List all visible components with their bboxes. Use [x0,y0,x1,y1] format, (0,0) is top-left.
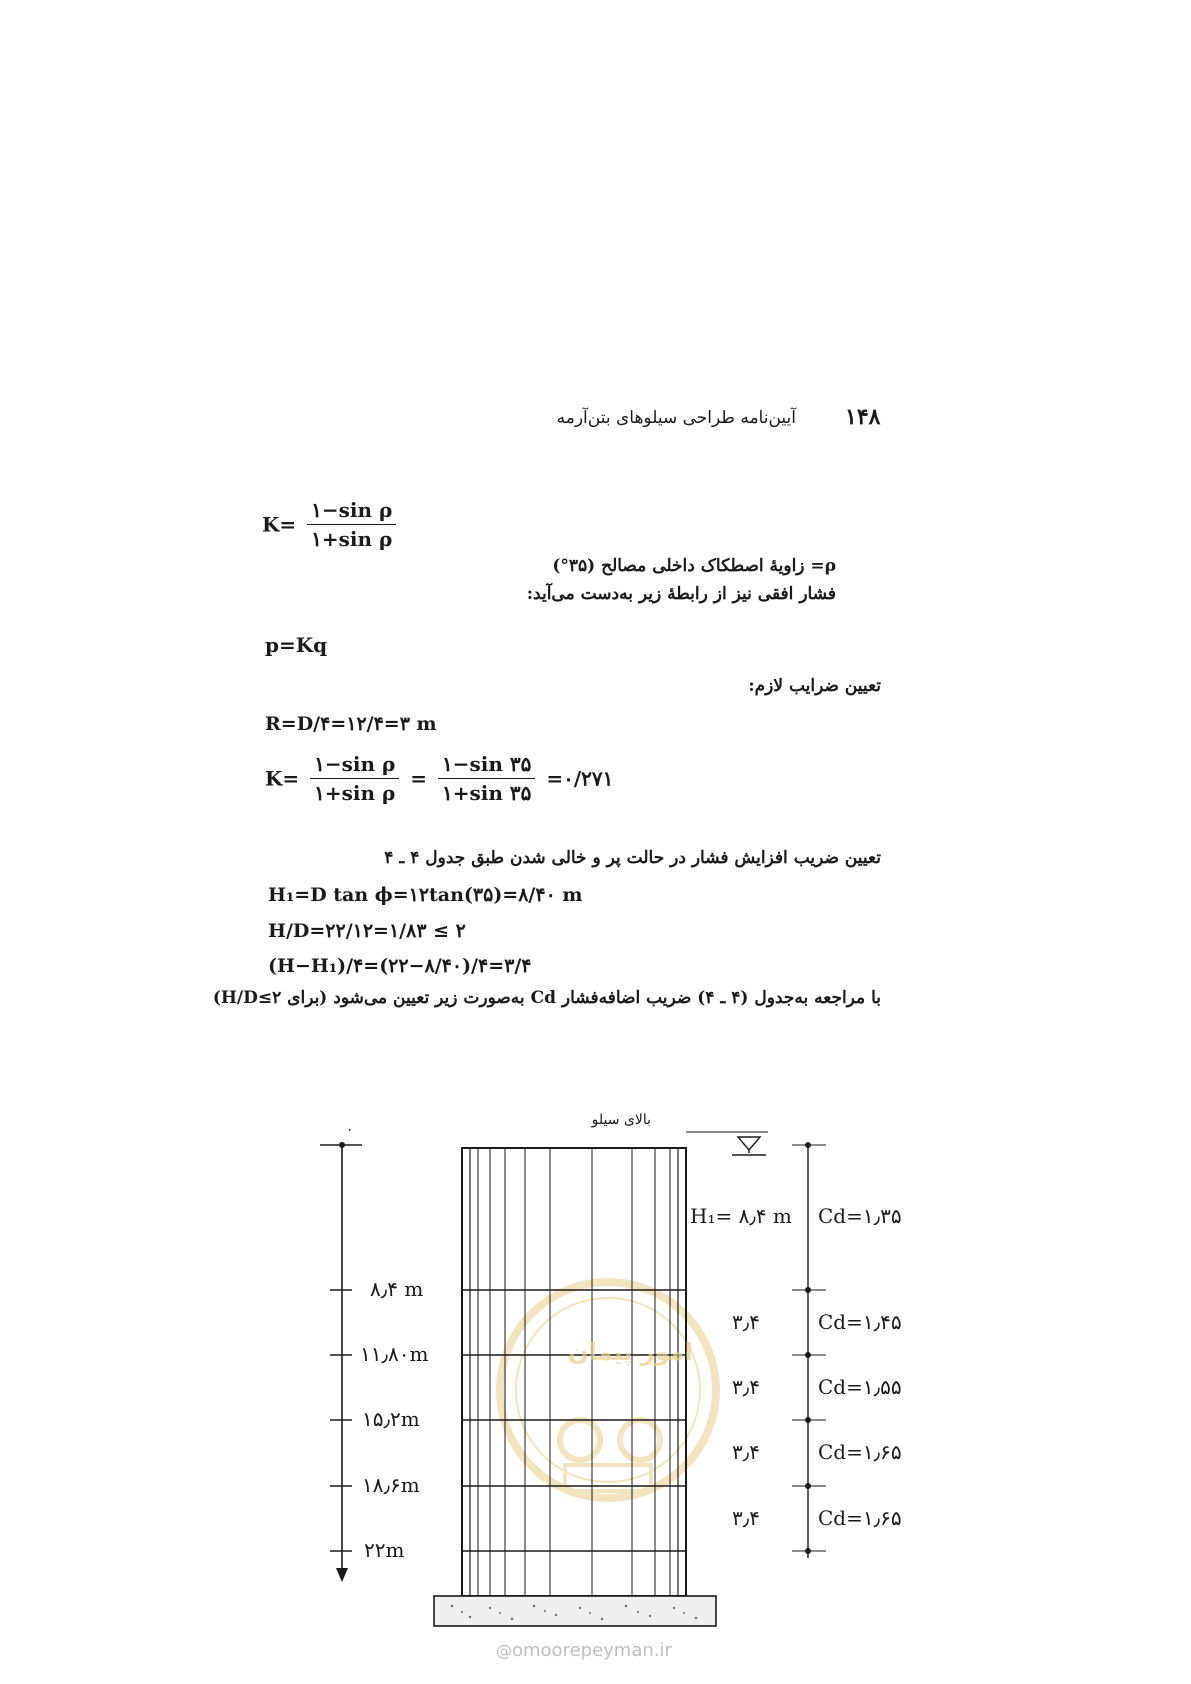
h1-label: H₁= ۸٫۴ m [690,1204,792,1228]
cd-value-5: Cd=۱٫۶۵ [818,1506,902,1530]
fraction-denominator: ۱+sin ۳۵ [441,781,532,805]
depth-label-5: ۲۲m [364,1538,405,1562]
silo-top-label: بالای سیلو [591,1112,651,1128]
segment-length-2: ۳٫۴ [732,1375,760,1399]
depth-label-1: ۸٫۴ m [370,1277,424,1301]
table-reference-text: با مراجعه به‌جدول (۴ ـ ۴) ضریب اضافه‌فشار Cd به‌صورت زیر تعیین می‌شود (برای H/D≤۲) [212,988,881,1008]
cd-value-3: Cd=۱٫۵۵ [818,1375,902,1399]
horizontal-pressure-note: فشار افقی نیز از رابطهٔ زیر به‌دست می‌آید: [526,584,836,604]
depth-label-2: ۱۱٫۸۰m [360,1342,429,1366]
cd-value-2: Cd=۱٫۴۵ [818,1310,902,1334]
depth-label-4: ۱۸٫۶m [362,1473,420,1497]
running-header-title: آیین‌نامه طراحی سیلوهای بتن‌آرمه [556,408,796,428]
k-result: =۰/۲۷۱ [546,766,614,791]
cd-value-1: Cd=۱٫۳۵ [818,1204,902,1228]
fraction-denominator: ۱+sin ρ [311,527,393,551]
fraction-symbolic [310,752,399,805]
rho-definition: ρ= زاویهٔ اصطکاک داخلی مصالح (۳۵°) [552,556,836,576]
fraction-numerator: ۱−sin ρ [310,752,399,779]
watermark-seal [500,1282,716,1498]
depth-zero-label: ۰ [346,1122,354,1138]
depth-label-3: ۱۵٫۲m [362,1407,420,1431]
equation-k-definition [262,498,400,551]
watermark-icon: @ [496,1641,512,1660]
equation-lhs: K= [262,512,297,537]
equation-h-over-d: H/D=۲۲/۱۲=۱/۸۳ ≤ ۲ [268,920,466,942]
fraction-numeric [438,752,535,805]
fraction-numerator: ۱−sin ρ [307,498,396,525]
overpressure-heading: تعیین ضریب افزایش فشار در حالت پر و خالی شدن طبق جدول ۴ ـ ۴ [384,848,881,868]
equation-lhs: K= [265,766,300,791]
coefficients-heading: تعیین ضرایب لازم: [748,676,881,696]
cd-value-4: Cd=۱٫۶۵ [818,1440,902,1464]
fraction [307,498,396,551]
equation-k-calculation [265,752,613,805]
equation-h-minus-h1: (H−H₁)/۴=(۲۲−۸/۴۰)/۴=۳/۴ [268,955,532,977]
equation-r: R=D/۴=۱۲/۴=۳ m [265,713,437,735]
watermark-url [496,1640,672,1661]
fraction-denominator: ۱+sin ρ [314,781,396,805]
equals-sign: = [410,766,428,791]
segment-length-3: ۳٫۴ [732,1440,760,1464]
page-number: ۱۴۸ [845,404,881,430]
watermark-seal-text: امور پیمان [568,1338,693,1366]
watermark-url-text: omoorepeyman.ir [512,1640,672,1661]
equation-p: p=Kq [265,633,328,657]
segment-length-4: ۳٫۴ [732,1506,760,1530]
fraction-numerator: ۱−sin ۳۵ [438,752,535,779]
segment-length-1: ۳٫۴ [732,1310,760,1334]
equation-h1: H₁=D tan ϕ=۱۲tan(۳۵)=۸/۴۰ m [268,884,583,906]
